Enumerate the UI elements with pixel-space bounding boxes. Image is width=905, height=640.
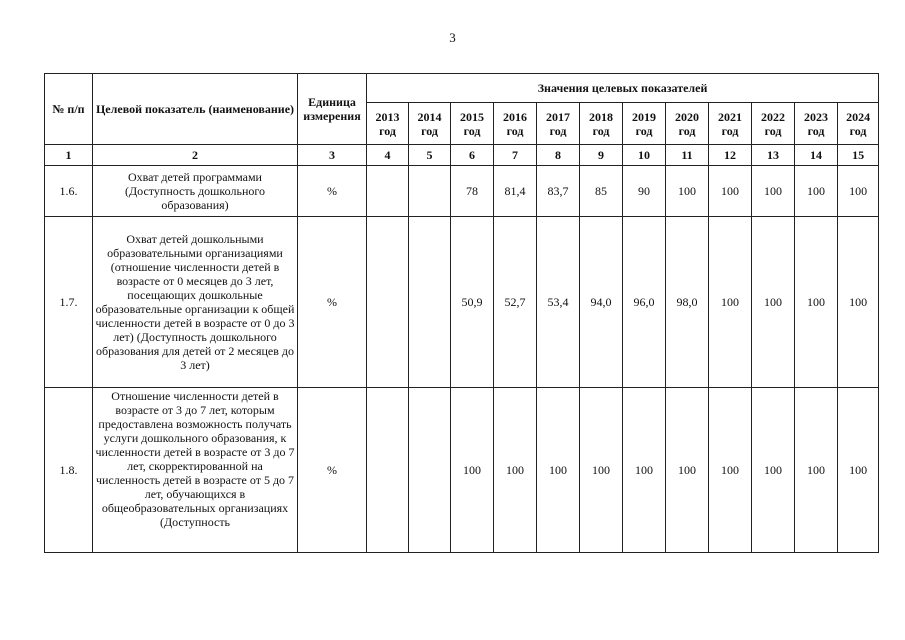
row-value: 50,9 xyxy=(451,217,494,388)
row-value: 100 xyxy=(795,388,838,553)
table-row xyxy=(45,388,879,553)
column-number: 9 xyxy=(580,145,623,166)
column-number: 15 xyxy=(838,145,879,166)
row-value xyxy=(367,388,409,553)
column-number: 10 xyxy=(623,145,666,166)
row-value: 100 xyxy=(580,388,623,553)
row-value: 78 xyxy=(451,166,494,217)
row-value: 100 xyxy=(795,166,838,217)
row-value: 53,4 xyxy=(537,217,580,388)
column-number: 7 xyxy=(494,145,537,166)
column-number: 4 xyxy=(367,145,409,166)
column-number: 5 xyxy=(409,145,451,166)
header-year: 2018 год xyxy=(580,103,623,145)
row-value: 90 xyxy=(623,166,666,217)
row-value xyxy=(409,388,451,553)
row-value: 100 xyxy=(537,388,580,553)
header-year: 2017 год xyxy=(537,103,580,145)
row-value: 100 xyxy=(752,388,795,553)
header-row-top xyxy=(45,74,879,103)
row-value: 100 xyxy=(494,388,537,553)
row-indicator: Охват детей дошкольными образовательными организациями (отношение численности детей в возрасте от 0 месяцев до 3 лет, посещающих дошкольные образовательные организации к общей численности детей в возрасте от 0 до 3 лет) (Доступность дошкольного образования для детей от 2 месяцев до 3 лет) xyxy=(93,217,298,388)
row-value: 100 xyxy=(752,217,795,388)
header-unit: Единица измерения xyxy=(298,74,367,145)
row-indicator: Охват детей программами (Доступность дошкольного образования) xyxy=(93,166,298,217)
row-value: 100 xyxy=(666,388,709,553)
row-value: 100 xyxy=(709,166,752,217)
table-row xyxy=(45,217,879,388)
row-num: 1.7. xyxy=(45,217,93,388)
row-value: 100 xyxy=(838,217,879,388)
header-year: 2024 год xyxy=(838,103,879,145)
row-unit: % xyxy=(298,166,367,217)
column-number: 3 xyxy=(298,145,367,166)
row-num: 1.8. xyxy=(45,388,93,553)
header-year: 2016 год xyxy=(494,103,537,145)
row-value: 100 xyxy=(451,388,494,553)
header-year: 2015 год xyxy=(451,103,494,145)
row-value: 98,0 xyxy=(666,217,709,388)
row-value: 100 xyxy=(623,388,666,553)
page-number: 3 xyxy=(449,30,456,45)
row-value: 81,4 xyxy=(494,166,537,217)
column-number: 14 xyxy=(795,145,838,166)
column-number: 12 xyxy=(709,145,752,166)
row-value xyxy=(367,217,409,388)
table-row xyxy=(45,166,879,217)
header-year: 2021 год xyxy=(709,103,752,145)
row-indicator xyxy=(93,388,298,553)
column-number: 11 xyxy=(666,145,709,166)
column-number: 13 xyxy=(752,145,795,166)
header-indicator: Целевой показатель (наименование) xyxy=(93,74,298,145)
header-year: 2022 год xyxy=(752,103,795,145)
row-value: 100 xyxy=(709,217,752,388)
row-value: 100 xyxy=(838,166,879,217)
header-year: 2019 год xyxy=(623,103,666,145)
row-value: 52,7 xyxy=(494,217,537,388)
row-indicator-text: Отношение численности детей в возрасте от 3 до 7 лет, которым предоставлена возможность получать услуги дошкольного образования, к численности детей в возрасте от 3 до 7 лет, скорректированной на численность детей в возрасте от 5 до 7 лет, обучающихся в общеобразовательных организациях (Доступность xyxy=(95,389,295,529)
column-number: 2 xyxy=(93,145,298,166)
row-value: 83,7 xyxy=(537,166,580,217)
row-value: 94,0 xyxy=(580,217,623,388)
row-value: 100 xyxy=(666,166,709,217)
column-number: 1 xyxy=(45,145,93,166)
column-numbers-row xyxy=(45,145,879,166)
column-number: 8 xyxy=(537,145,580,166)
header-year: 2020 год xyxy=(666,103,709,145)
row-value: 100 xyxy=(709,388,752,553)
row-num: 1.6. xyxy=(45,166,93,217)
row-value xyxy=(409,217,451,388)
row-value xyxy=(367,166,409,217)
row-value: 100 xyxy=(752,166,795,217)
row-unit: % xyxy=(298,388,367,553)
header-year: 2014 год xyxy=(409,103,451,145)
row-value: 100 xyxy=(795,217,838,388)
row-value xyxy=(409,166,451,217)
column-number: 6 xyxy=(451,145,494,166)
target-indicators-table xyxy=(44,73,879,553)
header-year: 2013 год xyxy=(367,103,409,145)
row-unit: % xyxy=(298,217,367,388)
row-value: 85 xyxy=(580,166,623,217)
row-value: 100 xyxy=(838,388,879,553)
row-value: 96,0 xyxy=(623,217,666,388)
header-num: № п/п xyxy=(45,74,93,145)
header-year: 2023 год xyxy=(795,103,838,145)
header-values-group: Значения целевых показателей xyxy=(367,74,879,103)
